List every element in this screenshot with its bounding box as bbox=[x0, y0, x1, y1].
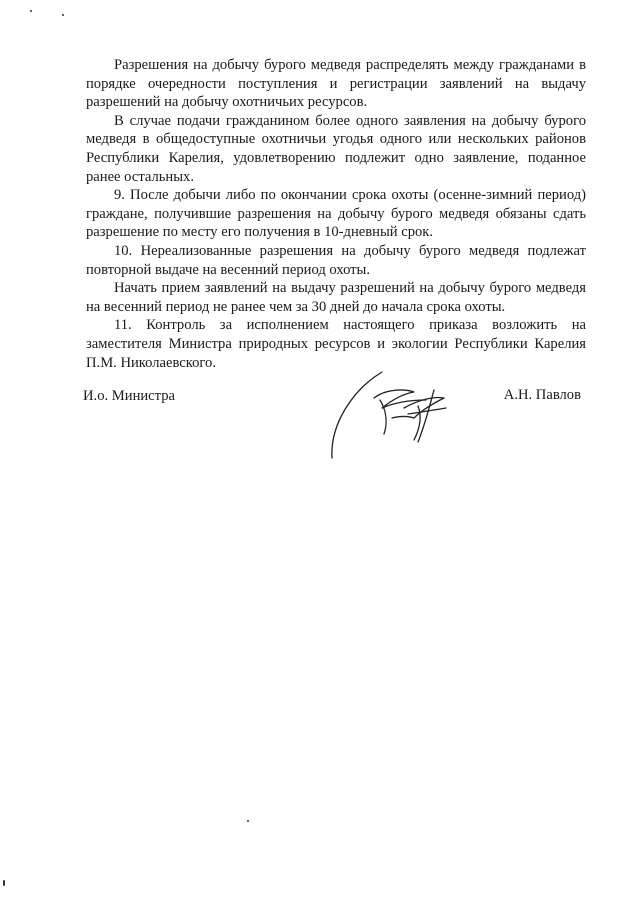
paragraph-item-9: 9. После добычи либо по окончании срока охоты (осенне-зимний период) граждане, получившие разрешения на добычу бурого медведя обязаны сдать разрешение по месту его получения в 10-дневный срок. bbox=[86, 187, 586, 241]
scan-speck bbox=[30, 10, 32, 12]
scan-speck bbox=[247, 820, 249, 822]
scan-speck bbox=[62, 14, 64, 16]
paragraph-multiple-applications: В случае подачи гражданином более одного заявления на добычу бурого медведя в общедоступные охотничьи угодья одного или нескольких районов Республики Карелия, удовлетворению подлежит одно заявление, поданное ранее остальных. bbox=[86, 112, 586, 185]
scan-speck bbox=[3, 880, 5, 886]
signatory-role: И.о. Министра bbox=[83, 388, 175, 404]
handwritten-signature bbox=[322, 370, 462, 465]
paragraph-permit-distribution: Разрешения на добычу бурого медведя распределять между гражданами в порядке очередности поступления и регистрации заявлений на выдачу разрешений на добычу охотничьих ресурсов. bbox=[86, 57, 586, 111]
paragraph-spring-applications: Начать прием заявлений на выдачу разрешений на добычу бурого медведя на весенний период не ранее чем за 30 дней до начала срока охоты. bbox=[86, 280, 586, 315]
document-body bbox=[86, 56, 586, 372]
paragraph-item-10: 10. Нереализованные разрешения на добычу бурого медведя подлежат повторной выдаче на весенний период охоты. bbox=[86, 242, 586, 278]
signatory-name: А.Н. Павлов bbox=[503, 387, 581, 403]
paragraph-item-11: 11. Контроль за исполнением настоящего приказа возложить на заместителя Министра природных ресурсов и экологии Республики Карелия П.М. Николаевского. bbox=[86, 317, 586, 371]
